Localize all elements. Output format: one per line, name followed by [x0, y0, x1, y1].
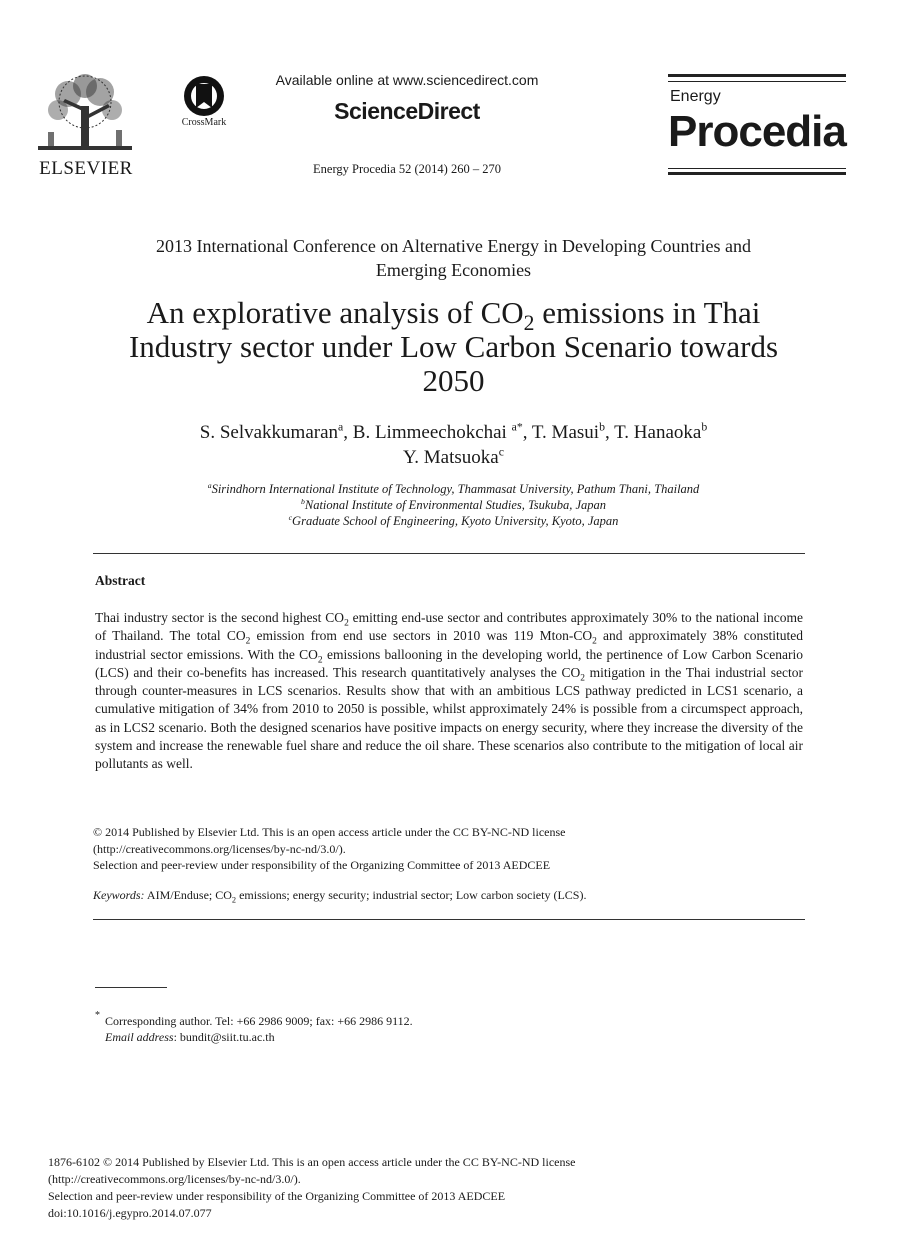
publisher-name: ELSEVIER — [39, 158, 133, 179]
journal-reference: Energy Procedia 52 (2014) 260 – 270 — [313, 162, 501, 176]
footnote-rule — [95, 987, 167, 988]
author-name: , T. Hanaoka — [604, 422, 702, 443]
sciencedirect-logo: ScienceDirect — [334, 98, 480, 124]
energy-procedia-logo — [668, 74, 846, 176]
license-link[interactable]: (http://creativecommons.org/licenses/by-nc-nd/3.0/). — [93, 841, 346, 856]
elsevier-tree-icon — [28, 72, 142, 158]
author-name: , T. Masui — [522, 422, 600, 443]
procedia-word: Procedia — [668, 107, 846, 156]
affiliation: $^c$Graduate School of Engineering, Kyoto University, Kyoto, Japan — [288, 512, 619, 528]
bottom-license-link[interactable]: (http://creativecommons.org/licenses/by-nc-nd/3.0/). — [48, 1172, 301, 1186]
conference-name: 2013 International Conference on Alternative Energy in Developing Countries and Emerging Economies — [155, 236, 751, 280]
affiliations — [60, 481, 847, 529]
license-block: © 2014 Published by Elsevier Ltd. This is an open access article under the CC BY-NC-ND license (http://creativecommons.org/licenses/by-nc-nd/3.0/). Selection and peer-review under responsibility of the Organizing Committee of 2013 AEDCEE — [93, 824, 805, 874]
paper-title: An explorative analysis of $CO_2$ emissions in Thai Industry sector under Low Carbon Scenario towards 2050 — [128, 295, 779, 398]
email-address[interactable]: : bundit@siit.tu.ac.th — [173, 1030, 275, 1044]
keywords: Keywords: AIM/Enduse; $CO_2$ emissions; energy security; industrial sector; Low carbon society (LCS). — [93, 888, 587, 905]
procedia-energy-label: Energy — [670, 88, 721, 105]
divider — [93, 919, 805, 920]
available-online-text[interactable]: Available online at www.sciencedirect.com — [275, 72, 539, 88]
author-name: , B. Limmeechokchai — [343, 422, 512, 443]
elsevier-logo — [22, 72, 150, 180]
bottom-license: 1876-6102 © 2014 Published by Elsevier Ltd. This is an open access article under the CC BY-NC-ND license (http://creativecommons.org/licenses/by-nc-nd/3.0/). Selection and peer-review under responsibility of the Organizing Committee of 2013 AEDCEE doi:10.1016/j.egypro.2014.07.077 — [48, 1154, 868, 1222]
abstract-heading: Abstract — [95, 573, 146, 588]
doi[interactable]: doi:10.1016/j.egypro.2014.07.077 — [48, 1206, 212, 1220]
author-name: S. Selvakkumaran — [199, 422, 339, 443]
author-list: S. Selvakkumaran$^a$, B. Limmeechokchai $^{a*}$, T. Masui$^b$, T. Hanaoka$^b$ Y. Matsuoka$^c$ — [199, 420, 708, 468]
corresponding-author-footnote: * Corresponding author. Tel: +66 2986 9009; fax: +66 2986 9112. Email address: bundit@siit.tu.ac.th — [95, 1010, 413, 1044]
affiliation: $^b$National Institute of Environmental Studies, Tsukuba, Japan — [300, 496, 607, 512]
divider — [93, 553, 805, 554]
affiliation: $^a$Sirindhorn International Institute of Technology, Thammasat University, Pathum Thani, Thailand — [207, 480, 700, 496]
abstract-body: Thai industry sector is the second highest $CO_2$ emitting end-use sector and contributes approximately 30% to the national income of Thailand. The total $CO_2$ emission from end use sectors in 2010 was 119 Mton-$CO_2$ and approximately 38% constituted industrial sector emissions. With the $CO_2$ emissions ballooning in the developing world, the pertinence of Low Carbon Scenario (LCS) and their co-benefits has increased. This research quantitatively analyses the $CO_2$ mitigation in the Thai industrial sector through counter-measures in LCS scenarios. Results show that with an ambitious LCS pathway predicted in LCS1 scenario, a cumulative mitigation of 34% from 2010 to 2050 is possible, whilst approximately 24% is possible from a circumspect approach, as in LCS2 scenario. Both the designed scenarios have positive impacts on energy security, where they increase the diversity of the system and increase the renewable fuel share and reduce the oil share. These scenarios also contribute to the mitigation of local air pollutants as well. — [95, 610, 804, 772]
crossmark-label: CrossMark — [181, 117, 227, 128]
author-name: Y. Matsuoka — [403, 447, 499, 468]
